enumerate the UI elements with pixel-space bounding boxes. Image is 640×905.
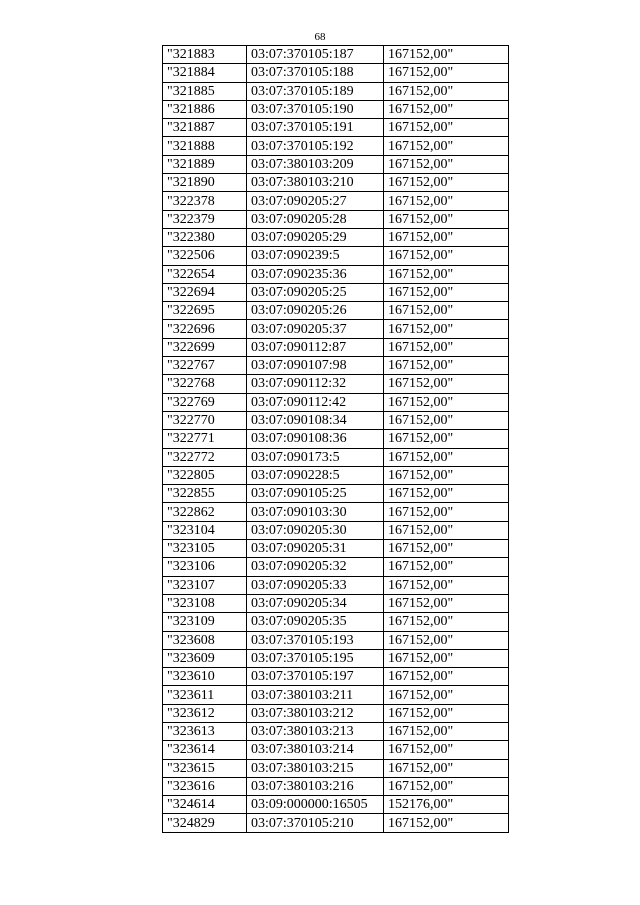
record-number-cell: "323608 — [163, 631, 247, 649]
record-number-cell: "323615 — [163, 759, 247, 777]
table-row — [163, 576, 509, 594]
value-cell: 167152,00" — [384, 357, 509, 375]
record-number-cell: "323612 — [163, 704, 247, 722]
cadastral-number-cell: 03:07:090205:27 — [247, 192, 384, 210]
record-number-cell: "321886 — [163, 100, 247, 118]
record-number-cell: "321884 — [163, 64, 247, 82]
table-row — [163, 466, 509, 484]
record-number-cell: "322862 — [163, 503, 247, 521]
value-cell: 167152,00" — [384, 137, 509, 155]
table-row — [163, 814, 509, 832]
value-cell: 167152,00" — [384, 722, 509, 740]
record-number-cell: "321890 — [163, 174, 247, 192]
table-row — [163, 283, 509, 301]
value-cell: 167152,00" — [384, 814, 509, 832]
record-number-cell: "323107 — [163, 576, 247, 594]
value-cell: 167152,00" — [384, 100, 509, 118]
record-number-cell: "324614 — [163, 796, 247, 814]
record-number-cell: "322855 — [163, 485, 247, 503]
table-row — [163, 594, 509, 612]
cadastral-number-cell: 03:07:090173:5 — [247, 448, 384, 466]
record-number-cell: "323105 — [163, 540, 247, 558]
cadastral-number-cell: 03:07:090205:31 — [247, 540, 384, 558]
value-cell: 167152,00" — [384, 155, 509, 173]
value-cell: 167152,00" — [384, 174, 509, 192]
cadastral-number-cell: 03:07:380103:215 — [247, 759, 384, 777]
record-number-cell: "322654 — [163, 265, 247, 283]
table-row — [163, 485, 509, 503]
record-number-cell: "322769 — [163, 393, 247, 411]
table-row — [163, 613, 509, 631]
value-cell: 167152,00" — [384, 741, 509, 759]
cadastral-number-cell: 03:07:380103:216 — [247, 777, 384, 795]
table-row — [163, 722, 509, 740]
value-cell: 167152,00" — [384, 503, 509, 521]
table-row — [163, 357, 509, 375]
table-row — [163, 210, 509, 228]
value-cell: 167152,00" — [384, 777, 509, 795]
record-number-cell: "324829 — [163, 814, 247, 832]
table-row — [163, 759, 509, 777]
value-cell: 167152,00" — [384, 64, 509, 82]
record-number-cell: "322767 — [163, 357, 247, 375]
table-row — [163, 430, 509, 448]
value-cell: 167152,00" — [384, 576, 509, 594]
value-cell: 167152,00" — [384, 759, 509, 777]
cadastral-number-cell: 03:07:090205:29 — [247, 228, 384, 246]
table-row — [163, 302, 509, 320]
record-number-cell: "321887 — [163, 119, 247, 137]
record-number-cell: "322770 — [163, 411, 247, 429]
value-cell: 167152,00" — [384, 119, 509, 137]
cadastral-number-cell: 03:07:090239:5 — [247, 247, 384, 265]
value-cell: 167152,00" — [384, 375, 509, 393]
table-row — [163, 631, 509, 649]
value-cell: 167152,00" — [384, 247, 509, 265]
value-cell: 167152,00" — [384, 521, 509, 539]
cadastral-number-cell: 03:07:380103:211 — [247, 686, 384, 704]
cadastral-number-cell: 03:07:090205:33 — [247, 576, 384, 594]
record-number-cell: "322695 — [163, 302, 247, 320]
value-cell: 167152,00" — [384, 338, 509, 356]
table-row — [163, 100, 509, 118]
value-cell: 167152,00" — [384, 210, 509, 228]
cadastral-number-cell: 03:07:370105:190 — [247, 100, 384, 118]
table-row — [163, 228, 509, 246]
table-row — [163, 777, 509, 795]
cadastral-number-cell: 03:07:380103:213 — [247, 722, 384, 740]
table-row — [163, 503, 509, 521]
table-row — [163, 82, 509, 100]
registry-table — [162, 45, 509, 833]
cadastral-number-cell: 03:07:090205:25 — [247, 283, 384, 301]
cadastral-number-cell: 03:07:090205:35 — [247, 613, 384, 631]
cadastral-number-cell: 03:07:370105:193 — [247, 631, 384, 649]
cadastral-number-cell: 03:07:090105:25 — [247, 485, 384, 503]
cadastral-number-cell: 03:07:090112:42 — [247, 393, 384, 411]
table-row — [163, 448, 509, 466]
registry-table-body — [163, 46, 509, 833]
record-number-cell: "322772 — [163, 448, 247, 466]
cadastral-number-cell: 03:07:090108:34 — [247, 411, 384, 429]
value-cell: 167152,00" — [384, 686, 509, 704]
cadastral-number-cell: 03:07:090112:87 — [247, 338, 384, 356]
value-cell: 167152,00" — [384, 613, 509, 631]
value-cell: 167152,00" — [384, 540, 509, 558]
record-number-cell: "321883 — [163, 46, 247, 64]
value-cell: 167152,00" — [384, 393, 509, 411]
record-number-cell: "322696 — [163, 320, 247, 338]
value-cell: 167152,00" — [384, 649, 509, 667]
record-number-cell: "323609 — [163, 649, 247, 667]
record-number-cell: "323611 — [163, 686, 247, 704]
record-number-cell: "322805 — [163, 466, 247, 484]
record-number-cell: "323610 — [163, 668, 247, 686]
value-cell: 167152,00" — [384, 558, 509, 576]
table-row — [163, 119, 509, 137]
value-cell: 167152,00" — [384, 82, 509, 100]
record-number-cell: "322379 — [163, 210, 247, 228]
table-row — [163, 686, 509, 704]
table-row — [163, 64, 509, 82]
table-row — [163, 521, 509, 539]
value-cell: 167152,00" — [384, 485, 509, 503]
record-number-cell: "323106 — [163, 558, 247, 576]
value-cell: 167152,00" — [384, 265, 509, 283]
record-number-cell: "323614 — [163, 741, 247, 759]
cadastral-number-cell: 03:07:090205:34 — [247, 594, 384, 612]
cadastral-number-cell: 03:09:000000:16505 — [247, 796, 384, 814]
cadastral-number-cell: 03:07:380103:212 — [247, 704, 384, 722]
record-number-cell: "322771 — [163, 430, 247, 448]
table-row — [163, 137, 509, 155]
cadastral-number-cell: 03:07:090235:36 — [247, 265, 384, 283]
table-row — [163, 393, 509, 411]
value-cell: 167152,00" — [384, 228, 509, 246]
value-cell: 167152,00" — [384, 430, 509, 448]
value-cell: 167152,00" — [384, 320, 509, 338]
table-row — [163, 704, 509, 722]
record-number-cell: "322699 — [163, 338, 247, 356]
table-row — [163, 649, 509, 667]
value-cell: 167152,00" — [384, 448, 509, 466]
record-number-cell: "323616 — [163, 777, 247, 795]
table-row — [163, 192, 509, 210]
value-cell: 167152,00" — [384, 466, 509, 484]
table-row — [163, 411, 509, 429]
cadastral-number-cell: 03:07:090205:30 — [247, 521, 384, 539]
cadastral-number-cell: 03:07:090228:5 — [247, 466, 384, 484]
table-row — [163, 174, 509, 192]
record-number-cell: "322694 — [163, 283, 247, 301]
cadastral-number-cell: 03:07:370105:191 — [247, 119, 384, 137]
table-row — [163, 265, 509, 283]
value-cell: 167152,00" — [384, 594, 509, 612]
table-row — [163, 155, 509, 173]
value-cell: 167152,00" — [384, 704, 509, 722]
cadastral-number-cell: 03:07:090108:36 — [247, 430, 384, 448]
record-number-cell: "322380 — [163, 228, 247, 246]
cadastral-number-cell: 03:07:370105:187 — [247, 46, 384, 64]
cadastral-number-cell: 03:07:090107:98 — [247, 357, 384, 375]
cadastral-number-cell: 03:07:370105:189 — [247, 82, 384, 100]
cadastral-number-cell: 03:07:370105:192 — [247, 137, 384, 155]
table-row — [163, 741, 509, 759]
table-row — [163, 46, 509, 64]
record-number-cell: "321888 — [163, 137, 247, 155]
value-cell: 167152,00" — [384, 283, 509, 301]
cadastral-number-cell: 03:07:090205:37 — [247, 320, 384, 338]
cadastral-number-cell: 03:07:370105:195 — [247, 649, 384, 667]
record-number-cell: "323108 — [163, 594, 247, 612]
cadastral-number-cell: 03:07:090103:30 — [247, 503, 384, 521]
table-row — [163, 375, 509, 393]
table-row — [163, 796, 509, 814]
value-cell: 167152,00" — [384, 302, 509, 320]
record-number-cell: "322768 — [163, 375, 247, 393]
record-number-cell: "321885 — [163, 82, 247, 100]
record-number-cell: "321889 — [163, 155, 247, 173]
cadastral-number-cell: 03:07:380103:210 — [247, 174, 384, 192]
cadastral-number-cell: 03:07:380103:209 — [247, 155, 384, 173]
cadastral-number-cell: 03:07:090205:26 — [247, 302, 384, 320]
record-number-cell: "322506 — [163, 247, 247, 265]
value-cell: 167152,00" — [384, 411, 509, 429]
table-row — [163, 320, 509, 338]
cadastral-number-cell: 03:07:370105:188 — [247, 64, 384, 82]
record-number-cell: "322378 — [163, 192, 247, 210]
table-row — [163, 338, 509, 356]
table-row — [163, 558, 509, 576]
record-number-cell: "323104 — [163, 521, 247, 539]
value-cell: 152176,00" — [384, 796, 509, 814]
record-number-cell: "323109 — [163, 613, 247, 631]
value-cell: 167152,00" — [384, 631, 509, 649]
value-cell: 167152,00" — [384, 668, 509, 686]
cadastral-number-cell: 03:07:380103:214 — [247, 741, 384, 759]
cadastral-number-cell: 03:07:090205:32 — [247, 558, 384, 576]
cadastral-number-cell: 03:07:370105:210 — [247, 814, 384, 832]
value-cell: 167152,00" — [384, 192, 509, 210]
cadastral-number-cell: 03:07:370105:197 — [247, 668, 384, 686]
cadastral-number-cell: 03:07:090205:28 — [247, 210, 384, 228]
table-row — [163, 247, 509, 265]
table-row — [163, 540, 509, 558]
record-number-cell: "323613 — [163, 722, 247, 740]
table-row — [163, 668, 509, 686]
value-cell: 167152,00" — [384, 46, 509, 64]
page-number: 68 — [314, 31, 326, 43]
cadastral-number-cell: 03:07:090112:32 — [247, 375, 384, 393]
